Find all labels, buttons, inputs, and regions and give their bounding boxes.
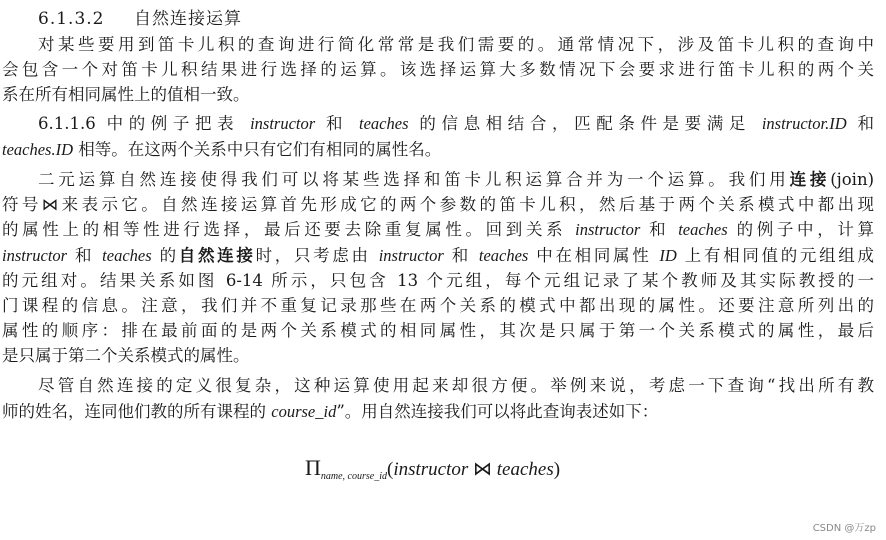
- paragraph-3-line-7: [0, 320, 874, 342]
- projection-subscript: name, course_id: [320, 471, 387, 482]
- text-run: 是只属于第二个关系模式的属性。: [2, 346, 250, 365]
- paragraph-3-line-6: [0, 295, 874, 317]
- section-number: 6.1.3.2: [38, 9, 105, 29]
- section-title: 自然连接运算: [134, 9, 242, 29]
- text-run: 会包含一个对笛卡儿积结果进行选择的运算。该选择运算大多数情况下会要求进行笛卡儿积的两个关: [2, 60, 874, 79]
- text-run: 中在相同属性: [528, 246, 660, 265]
- formula-right-relation: teaches: [496, 459, 554, 480]
- paragraph-4-line-1: [0, 375, 874, 397]
- formula-close-paren: ): [553, 459, 561, 480]
- italic-term: instructor: [378, 246, 444, 265]
- text-run: 师的姓名，连同他们教的所有课程的: [2, 402, 272, 421]
- text-run: 二元运算自然连接使得我们可以将某些选择和笛卡儿积运算合并为一个运算。我们用: [38, 170, 790, 189]
- italic-term: ID: [659, 246, 677, 265]
- paragraph-3-line-3: [0, 219, 874, 241]
- formula-left-relation: instructor: [393, 459, 469, 480]
- text-run: 的信息相结合，匹配条件是要满足: [408, 114, 762, 133]
- text-run: 相等。在这两个关系中只有它们有相同的属性名。: [73, 140, 442, 159]
- bold-term: 连接: [789, 170, 831, 189]
- italic-term: course_id: [271, 402, 337, 421]
- formula: [305, 455, 560, 490]
- paragraph-2-line-2: [0, 139, 886, 161]
- paragraph-4-line-2: [0, 401, 886, 423]
- text-run: 的: [151, 246, 179, 265]
- italic-term: teaches: [678, 220, 728, 239]
- paragraph-3-line-2: [0, 194, 874, 216]
- text-run: 的例子中，计算: [727, 220, 874, 239]
- text-run: 和: [846, 114, 874, 133]
- paragraph-1-line-1: [0, 34, 874, 56]
- watermark: CSDN @万zp: [812, 523, 876, 534]
- join-symbol: ⋈: [473, 459, 493, 480]
- text-run: 尽管自然连接的定义很复杂，这种运算使用起来却很方便。举例来说，考虑一下查询“找出所有教: [38, 376, 874, 395]
- text-run: 6.1.1.6 中的例子把表: [38, 114, 251, 133]
- text-run: 和: [640, 220, 679, 239]
- bold-term: 自然连接: [178, 246, 256, 265]
- text-run: 和: [443, 246, 479, 265]
- text-run: 门课程的信息。注意，我们并不重复记录那些在两个关系的模式中都出现的属性。还要注意所列出的: [2, 296, 874, 315]
- text-run: 符号⋈来表示它。自然连接运算首先形成它的两个参数的笛卡儿积，然后基于两个关系模式中都出现: [2, 195, 874, 214]
- text-run: 的属性上的相等性进行选择，最后还要去除重复属性。回到关系: [2, 220, 576, 239]
- italic-term: teaches.ID: [2, 140, 74, 159]
- text-run: 属性的顺序：排在最前面的是两个关系模式的相同属性，其次是只属于第一个关系模式的属性，最后: [2, 321, 874, 340]
- text-run: 的元组对。结果关系如图 6-14 所示，只包含 13 个元组，每个元组记录了某个教师及其实际教授的一: [2, 271, 874, 290]
- text-run: ”。用自然连接我们可以将此查询表述如下：: [336, 402, 659, 421]
- paragraph-3-line-8: [0, 345, 886, 367]
- paragraph-1-line-3: [0, 84, 886, 106]
- italic-term: teaches: [102, 246, 152, 265]
- paragraph-2-line-1: [0, 113, 874, 135]
- text-run: 对某些要用到笛卡儿积的查询进行简化常常是我们需要的。通常情况下，涉及笛卡儿积的查询中: [38, 35, 874, 54]
- italic-term: instructor: [2, 246, 68, 265]
- paragraph-1-line-2: [0, 59, 874, 81]
- italic-term: instructor: [575, 220, 641, 239]
- formula-open-paren: (: [387, 459, 394, 480]
- text-run: 和: [315, 114, 360, 133]
- text-run: (join): [830, 170, 875, 189]
- text-run: 上有相同值的元组组成: [676, 246, 874, 265]
- italic-term: teaches: [478, 246, 529, 265]
- text-run: 系在所有相同属性上的值相一致。: [2, 85, 250, 104]
- italic-term: instructor: [250, 114, 316, 133]
- italic-term: instructor.ID: [761, 114, 847, 133]
- paragraph-3-line-4: [0, 245, 874, 267]
- section-heading: [38, 8, 886, 30]
- text-run: 和: [67, 246, 103, 265]
- text-run: 时，只考虑由: [255, 246, 379, 265]
- italic-term: teaches: [359, 114, 409, 133]
- paragraph-3-line-5: [0, 270, 874, 292]
- paragraph-3-line-1: [0, 169, 874, 191]
- projection-symbol: Π: [305, 455, 321, 480]
